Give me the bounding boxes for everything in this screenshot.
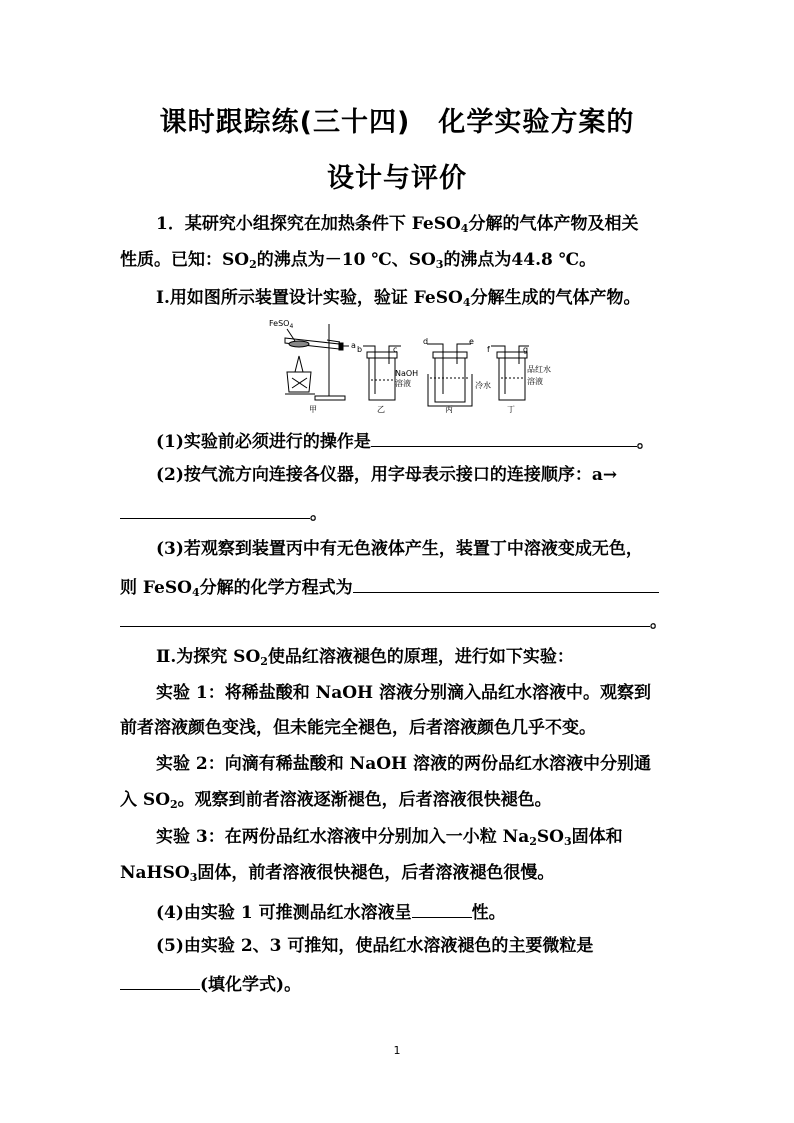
text: 分解的气体产物及相关 bbox=[468, 214, 639, 234]
label-yi: 乙 bbox=[377, 405, 385, 414]
label-naoh: NaOH bbox=[395, 369, 419, 378]
answer-blank[interactable] bbox=[120, 608, 650, 627]
text: 实验 3：在两份品红水溶液中分别加入一小粒 Na bbox=[156, 827, 530, 847]
text: 分解生成的气体产物。 bbox=[470, 288, 641, 308]
text: SO bbox=[536, 827, 564, 847]
subscript: 2 bbox=[249, 258, 257, 271]
sub-question-4 bbox=[156, 899, 716, 924]
label-pinhong: 品红水 bbox=[527, 365, 551, 374]
experiment-2-line2 bbox=[120, 789, 680, 811]
text: (2)按气流方向连接各仪器，用字母表示接口的连接顺序：a→ bbox=[156, 465, 618, 485]
text: 性质。已知：SO bbox=[120, 250, 250, 270]
experiment-3-line1 bbox=[156, 826, 716, 848]
question-1-known bbox=[120, 249, 680, 271]
apparatus-diagram bbox=[265, 314, 551, 414]
answer-blank[interactable] bbox=[371, 428, 637, 447]
stopper bbox=[339, 343, 343, 350]
answer-blank[interactable] bbox=[353, 574, 659, 593]
page-number: 1 bbox=[393, 1044, 401, 1057]
text: 固体和 bbox=[571, 827, 623, 847]
part-2-heading bbox=[156, 646, 716, 668]
experiment-1-line2: 前者溶液颜色变浅，但未能完全褪色，后者溶液颜色几乎不变。 bbox=[120, 718, 596, 738]
subscript: 4 bbox=[460, 222, 469, 235]
text: NaHSO bbox=[120, 863, 190, 883]
subscript: 2 bbox=[529, 835, 537, 848]
text: 1．某研究小组探究在加热条件下 FeSO bbox=[156, 214, 461, 234]
label-jia: 甲 bbox=[309, 405, 317, 414]
alcohol-lamp bbox=[287, 372, 311, 392]
label-a: a bbox=[351, 341, 356, 350]
question-1-intro bbox=[156, 213, 716, 235]
text: 。观察到前者溶液逐渐褪色，后者溶液很快褪色。 bbox=[177, 790, 552, 810]
label-bing: 丙 bbox=[445, 405, 453, 414]
label-pinhong-solution: 溶液 bbox=[527, 377, 543, 386]
label-g: g bbox=[523, 345, 529, 354]
answer-blank[interactable] bbox=[120, 971, 200, 990]
text: (4)由实验 1 可推测品红水溶液呈 bbox=[156, 903, 412, 923]
tube-f bbox=[491, 346, 505, 394]
text: 的沸点为44.8 ℃。 bbox=[443, 250, 597, 270]
sub-question-1 bbox=[156, 428, 716, 453]
sub-question-3-line1 bbox=[156, 538, 716, 560]
bottle-bing bbox=[435, 358, 465, 402]
label-naoh-solution: 溶液 bbox=[395, 379, 411, 388]
subscript: 4 bbox=[462, 296, 471, 309]
text: (1)实验前必须进行的操作是 bbox=[156, 432, 371, 452]
label-f: f bbox=[487, 345, 490, 354]
apparatus-svg bbox=[265, 314, 551, 414]
experiment-1-line1: 实验 1：将稀盐酸和 NaOH 溶液分别滴入品红水溶液中。观察到 bbox=[156, 683, 652, 703]
subscript: 4 bbox=[191, 586, 200, 599]
text: 使品红溶液褪色的原理，进行如下实验： bbox=[267, 647, 574, 667]
subscript: 2 bbox=[260, 655, 268, 668]
experiment-2-line1: 实验 2：向滴有稀盐酸和 NaOH 溶液的两份品红水溶液中分别通 bbox=[156, 754, 652, 774]
answer-blank[interactable] bbox=[120, 500, 310, 519]
answer-blank[interactable] bbox=[412, 899, 472, 918]
text: 性。 bbox=[471, 903, 506, 923]
text: 。 bbox=[636, 432, 654, 452]
sub-question-3-line2 bbox=[120, 574, 680, 599]
text: Ⅰ.用如图所示装置设计实验，验证 FeSO bbox=[156, 288, 463, 308]
sub-question-3-line3 bbox=[120, 608, 680, 633]
bottle-ding bbox=[499, 358, 525, 400]
text: (填化学式)。 bbox=[200, 975, 302, 995]
text: 分解的化学方程式为 bbox=[199, 578, 353, 598]
label-feso4: FeSO$_4$ bbox=[269, 319, 294, 330]
flame bbox=[295, 356, 303, 372]
label-d: d bbox=[423, 337, 429, 346]
label-c: c bbox=[393, 345, 398, 354]
experiment-3-line2 bbox=[120, 862, 680, 884]
label-cold-water: 冷水 bbox=[475, 381, 491, 390]
label-b: b bbox=[357, 345, 363, 354]
subscript: 3 bbox=[563, 835, 572, 848]
page-title-line2: 设计与评价 bbox=[327, 163, 467, 194]
label-ding: 丁 bbox=[507, 405, 515, 414]
text: 则 FeSO bbox=[120, 578, 192, 598]
sub-question-5-line1: (5)由实验 2、3 可推知，使品红水溶液褪色的主要微粒是 bbox=[156, 936, 594, 956]
subscript: 3 bbox=[189, 871, 198, 884]
text: 的沸点为－10 ℃、SO bbox=[256, 250, 436, 270]
text: 入 SO bbox=[120, 790, 171, 810]
subscript: 2 bbox=[170, 798, 178, 811]
text: 。 bbox=[310, 504, 327, 524]
text: Ⅱ.为探究 SO bbox=[156, 647, 261, 667]
feso4-solid bbox=[289, 341, 309, 347]
subscript: 3 bbox=[435, 258, 444, 271]
text: 固体，前者溶液很快褪色，后者溶液褪色很慢。 bbox=[197, 863, 555, 883]
sub-question-5-line2 bbox=[120, 971, 680, 996]
sub-question-2-answer bbox=[120, 500, 680, 525]
part-1-heading bbox=[156, 287, 716, 309]
bottle-yi bbox=[369, 358, 395, 400]
stand-base bbox=[315, 396, 345, 400]
tube-e bbox=[457, 344, 471, 364]
feso4-pointer bbox=[287, 329, 295, 341]
text: (3)若观察到装置丙中有无色液体产生，装置丁中溶液变成无色， bbox=[156, 539, 643, 559]
text: 。 bbox=[650, 612, 667, 632]
page-title-line1: 课时跟踪练(三十四) 化学实验方案的 bbox=[159, 107, 635, 138]
sub-question-2 bbox=[156, 464, 716, 486]
bottle-bing-stopper bbox=[433, 352, 467, 358]
label-e: e bbox=[469, 337, 474, 346]
